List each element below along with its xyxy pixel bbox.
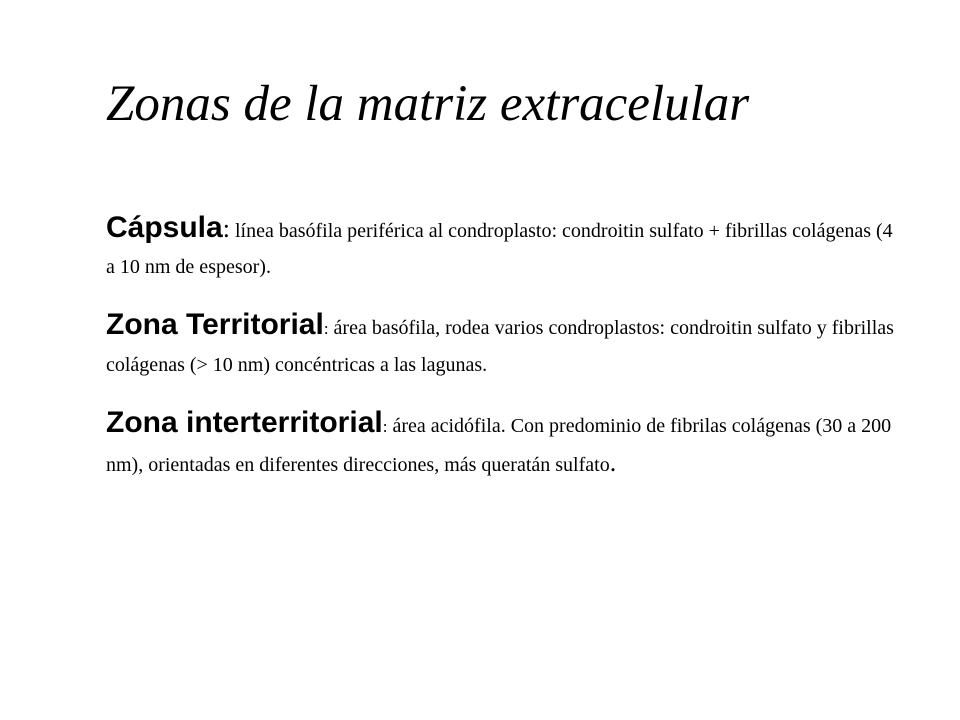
zona-interterritorial-paragraph: [106, 405, 896, 483]
zona-territorial-description: área basófila, rodea varios condroplastos: condroitin sulfato y fibrillas colágenas (> 10 nm) concéntricas a las lagunas.: [106, 317, 894, 376]
capsula-colon: :: [222, 214, 230, 243]
slide-title: Zonas de la matriz extracelular: [106, 76, 750, 132]
zona-territorial-term: Zona Territorial: [106, 308, 324, 341]
capsula-paragraph: [106, 210, 896, 285]
zona-interterritorial-term: Zona interterritorial: [106, 406, 383, 439]
capsula-term: Cápsula: [106, 211, 223, 244]
zona-interterritorial-period: .: [609, 448, 617, 477]
zona-territorial-paragraph: [106, 307, 896, 383]
zona-interterritorial-description: área acidófila. Con predominio de fibrilas colágenas (30 a 200 nm), orientadas en diferentes direcciones, más queratán sulfato: [106, 415, 892, 476]
zona-interterritorial-colon: :: [382, 417, 388, 436]
zona-territorial-colon: :: [323, 319, 329, 338]
capsula-description: línea basófila periférica al condroplasto: condroitin sulfato + fibrillas colágenas (4 a 10 nm de espesor).: [106, 220, 893, 278]
slide-content: [106, 210, 896, 505]
